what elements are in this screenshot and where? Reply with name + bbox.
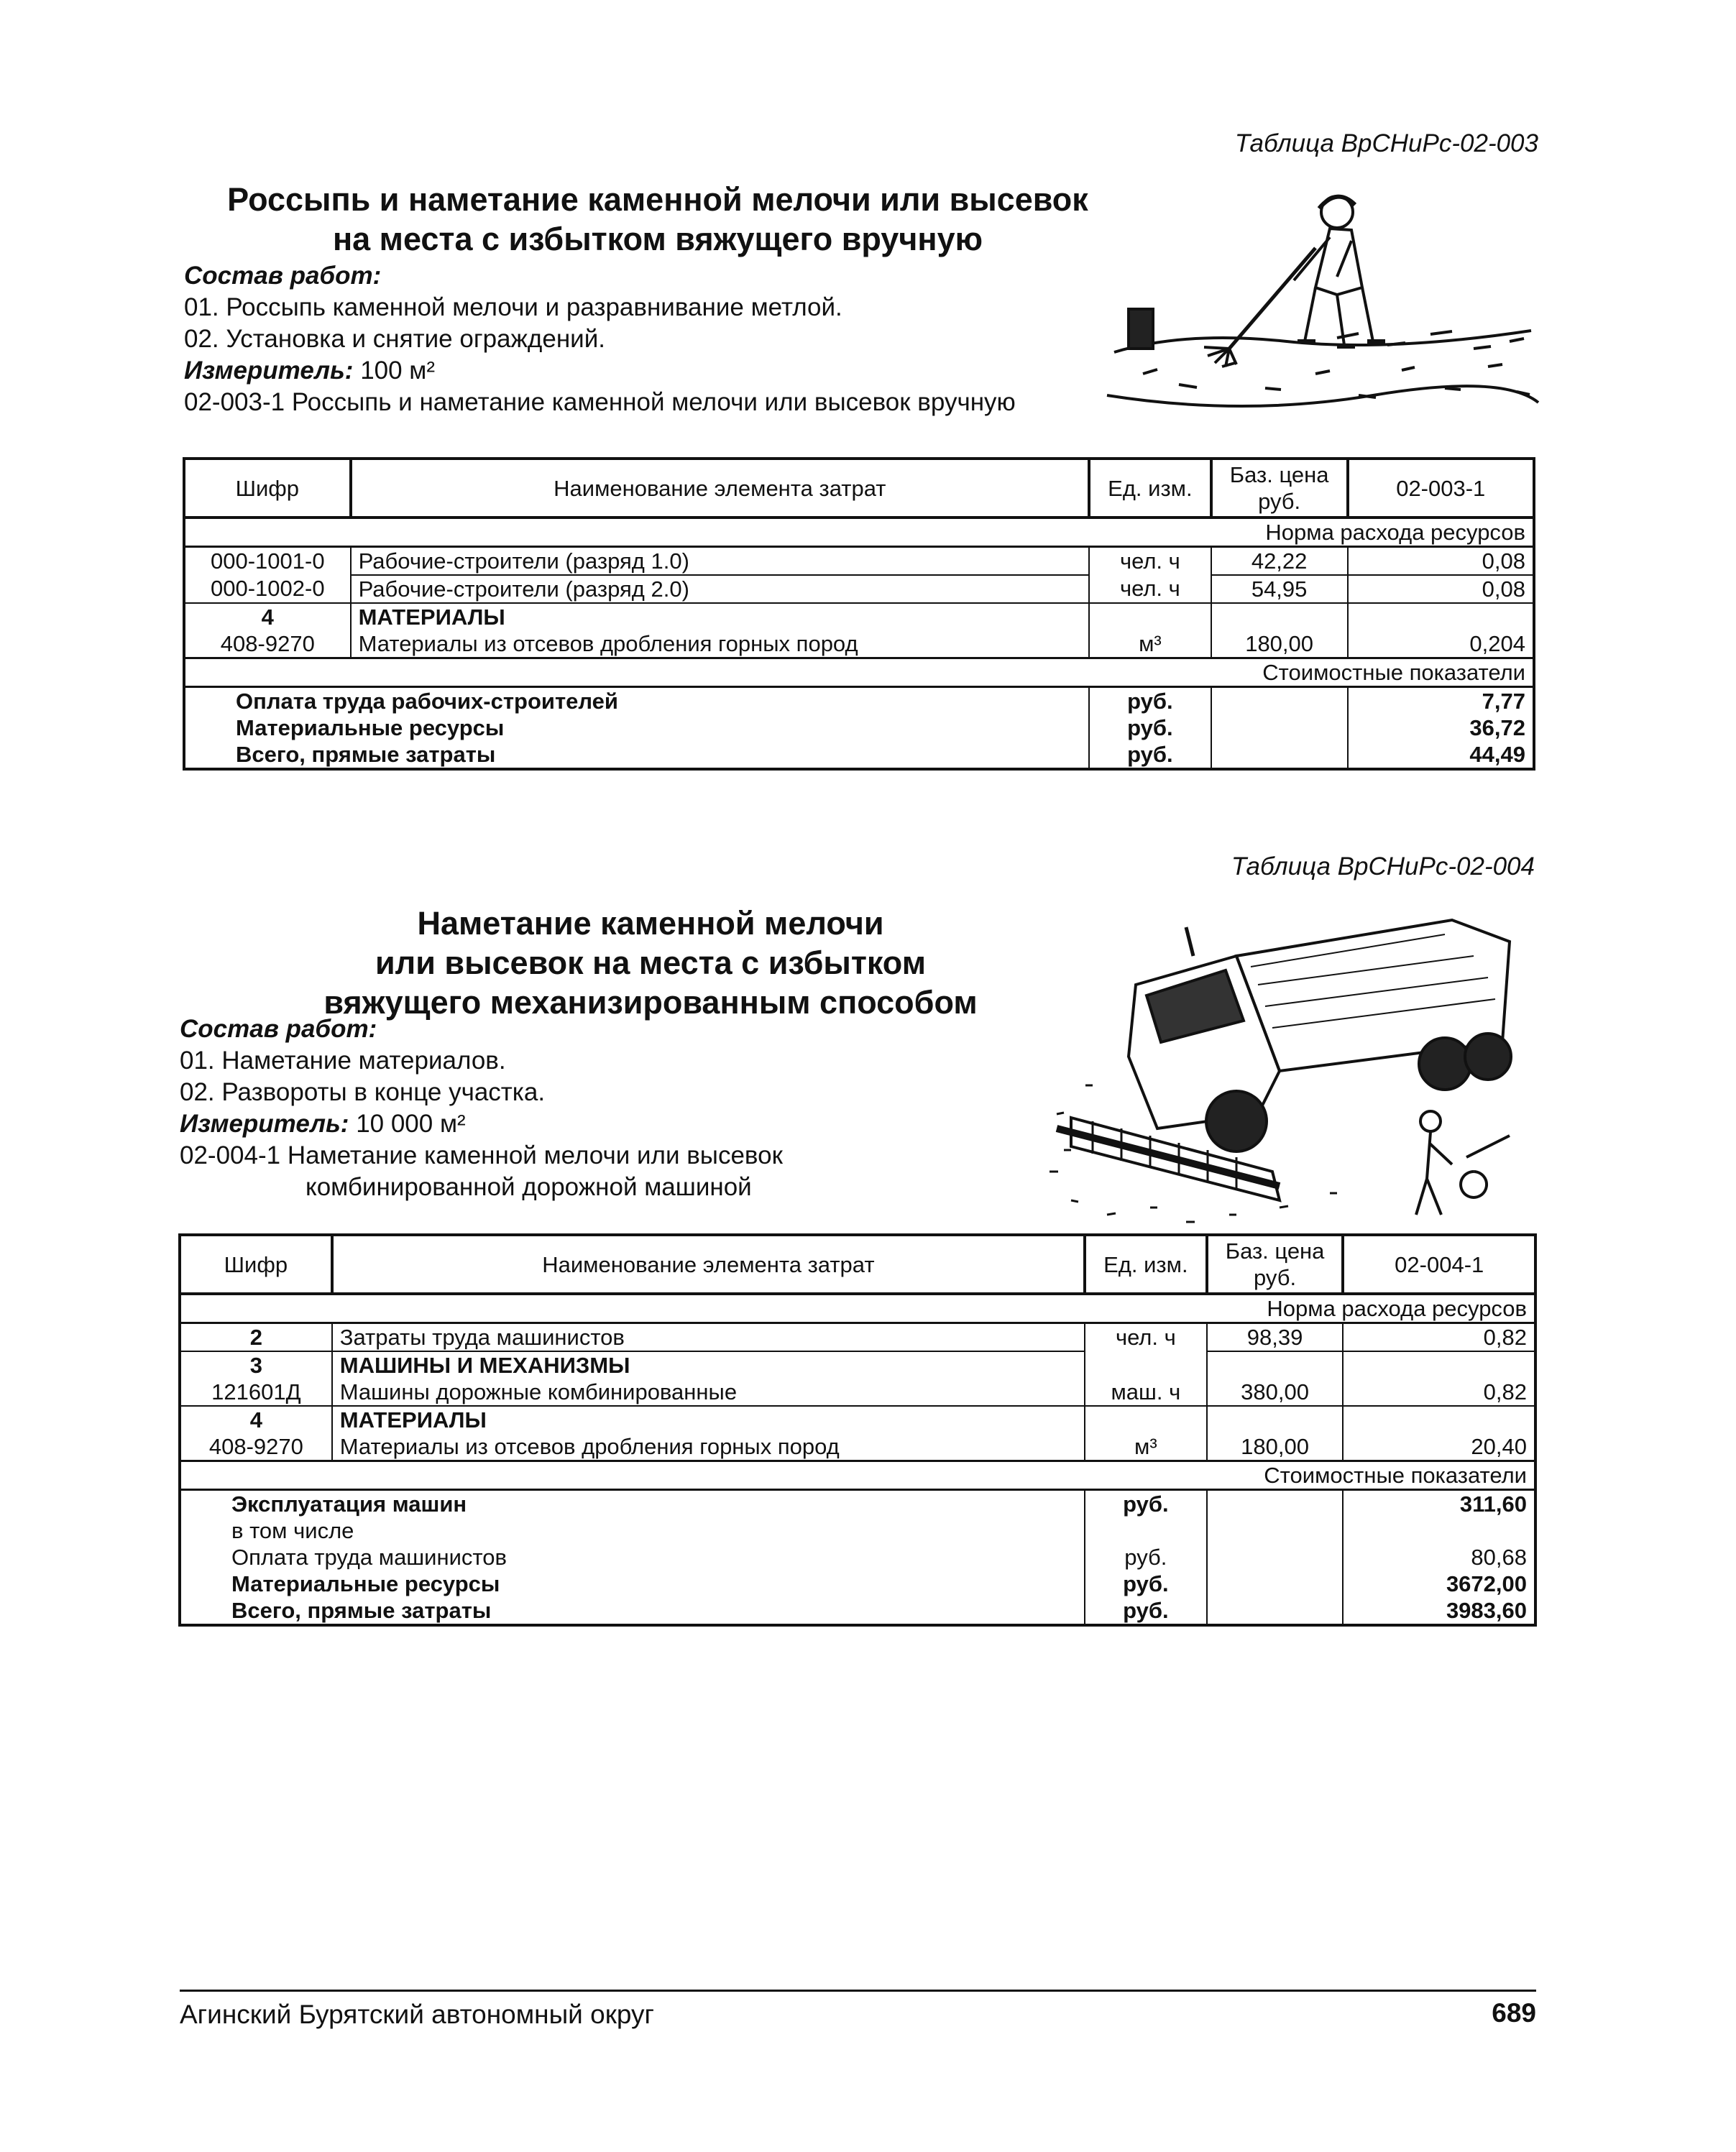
- row-price: 380,00: [1207, 1379, 1344, 1406]
- worker-sweeping-drawing: [1100, 180, 1546, 424]
- summary-unit: [1085, 1517, 1207, 1544]
- row-name: МАТЕРИАЛЫ: [332, 1406, 1085, 1433]
- row-name: Рабочие-строители (разряд 2.0): [351, 575, 1089, 603]
- road-machine-drawing: [1042, 898, 1546, 1229]
- row-price: 42,22: [1211, 547, 1348, 576]
- row-code: 4: [184, 603, 351, 630]
- row-name: Машины дорожные комбинированные: [332, 1379, 1085, 1406]
- row-norm: [1348, 603, 1535, 630]
- row-name: Материалы из отсевов дробления горных пород: [351, 630, 1089, 658]
- summary-unit: руб.: [1085, 1597, 1207, 1625]
- row-code: 2: [180, 1323, 332, 1352]
- work-item: 02. Установка и снятие ограждений.: [184, 325, 605, 353]
- summary-row: [184, 687, 1534, 715]
- illustration-worker-sweeping: [1100, 180, 1546, 424]
- table-row: [184, 575, 1534, 603]
- row-price: 98,39: [1207, 1323, 1344, 1352]
- meter-value: 100 м²: [360, 357, 436, 385]
- row-price: [1211, 603, 1348, 630]
- meter-line: [180, 1108, 783, 1140]
- row-unit: [1085, 1406, 1207, 1433]
- row-price: 180,00: [1211, 630, 1348, 658]
- work-composition-1: [184, 260, 1016, 418]
- section-title-1: [173, 180, 1143, 259]
- band-norm: Норма расхода ресурсов: [180, 1294, 1535, 1323]
- table-row: [180, 1433, 1535, 1461]
- work-label: Состав работ:: [184, 262, 382, 290]
- row-name: МАШИНЫ И МЕХАНИЗМЫ: [332, 1351, 1085, 1379]
- work-item: 01. Россыпь каменной мелочи и разравнивание метлой.: [184, 293, 842, 321]
- illustration-road-machine: [1042, 898, 1546, 1229]
- footer-divider: [180, 1990, 1536, 1992]
- footer-region: Агинский Бурятский автономный округ: [180, 2000, 655, 2029]
- row-unit: маш. ч: [1085, 1379, 1207, 1406]
- header-unit: Ед. изм.: [1089, 459, 1211, 518]
- row-price: 54,95: [1211, 575, 1348, 603]
- work-item: 02. Развороты в конце участка.: [180, 1078, 546, 1106]
- meter-value: 10 000 м²: [356, 1110, 466, 1138]
- summary-row: [184, 741, 1534, 769]
- summary-unit: руб.: [1089, 687, 1211, 715]
- summary-name: Материальные ресурсы: [184, 714, 1089, 741]
- header-name: Наименование элемента затрат: [332, 1235, 1085, 1294]
- row-unit: чел. ч: [1089, 547, 1211, 576]
- item-line: 02-003-1 Россыпь и наметание каменной мелочи или высевок вручную: [184, 388, 1016, 416]
- row-name: Рабочие-строители (разряд 1.0): [351, 547, 1089, 576]
- header-price: Баз. цена руб.: [1211, 459, 1348, 518]
- summary-value: 7,77: [1348, 687, 1535, 715]
- summary-unit: руб.: [1085, 1571, 1207, 1597]
- cost-table-2: [178, 1233, 1537, 1627]
- summary-name: Всего, прямые затраты: [184, 741, 1089, 769]
- meter-line: [184, 355, 1016, 387]
- section-title-2: [273, 903, 1028, 1022]
- row-unit: чел. ч: [1085, 1323, 1207, 1352]
- summary-empty-cell: [1207, 1517, 1344, 1544]
- summary-value: 3983,60: [1343, 1597, 1535, 1625]
- summary-empty-cell: [1207, 1571, 1344, 1597]
- row-norm: [1343, 1406, 1535, 1433]
- summary-row: [180, 1490, 1535, 1518]
- row-code: 4: [180, 1406, 332, 1433]
- summary-unit: руб.: [1089, 741, 1211, 769]
- row-norm: 0,204: [1348, 630, 1535, 658]
- table-caption-1: Таблица ВрСНиРс-02-003: [1234, 129, 1538, 157]
- summary-row: [180, 1597, 1535, 1625]
- row-code: 408-9270: [184, 630, 351, 658]
- table-row: [180, 1379, 1535, 1406]
- table-row: [184, 630, 1534, 658]
- item-line: 02-004-1 Наметание каменной мелочи или высевок: [180, 1141, 783, 1169]
- summary-row: [184, 714, 1534, 741]
- summary-value: 36,72: [1348, 714, 1535, 741]
- summary-empty-cell: [1211, 714, 1348, 741]
- summary-unit: руб.: [1085, 1544, 1207, 1571]
- header-unit: Ед. изм.: [1085, 1235, 1207, 1294]
- table-row: [180, 1351, 1535, 1379]
- section-title-1-line-1: Россыпь и наметание каменной мелочи или высевок: [227, 181, 1088, 218]
- summary-name: Эксплуатация машин: [180, 1490, 1085, 1518]
- header-code: Шифр: [184, 459, 351, 518]
- meter-label: Измеритель:: [184, 357, 354, 385]
- summary-value: 80,68: [1343, 1544, 1535, 1571]
- header-price: Баз. цена руб.: [1207, 1235, 1344, 1294]
- band-cost: Стоимостные показатели: [180, 1461, 1535, 1490]
- table-row: [180, 1323, 1535, 1352]
- row-unit: [1085, 1351, 1207, 1379]
- row-code: 3: [180, 1351, 332, 1379]
- summary-value: 311,60: [1343, 1490, 1535, 1518]
- row-norm: 0,08: [1348, 575, 1535, 603]
- item-line-continued: комбинированной дорожной машиной: [306, 1173, 752, 1201]
- header-norm: 02-003-1: [1348, 459, 1535, 518]
- row-code: 000-1001-0: [184, 547, 351, 576]
- row-unit: м³: [1085, 1433, 1207, 1461]
- summary-name: Оплата труда рабочих-строителей: [184, 687, 1089, 715]
- row-unit: чел. ч: [1089, 575, 1211, 603]
- section-title-2-line-3: вяжущего механизированным способом: [323, 984, 978, 1021]
- row-name: Материалы из отсевов дробления горных пород: [332, 1433, 1085, 1461]
- summary-value: [1343, 1517, 1535, 1544]
- band-cost: Стоимостные показатели: [184, 658, 1534, 687]
- summary-name: Материальные ресурсы: [180, 1571, 1085, 1597]
- summary-unit: руб.: [1089, 714, 1211, 741]
- row-price: 180,00: [1207, 1433, 1344, 1461]
- summary-value: 3672,00: [1343, 1571, 1535, 1597]
- section-title-1-line-2: на места с избытком вяжущего вручную: [332, 221, 983, 257]
- section-title-2-line-2: или высевок на места с избытком: [375, 944, 926, 981]
- work-item: 01. Наметание материалов.: [180, 1047, 506, 1075]
- summary-empty-cell: [1211, 687, 1348, 715]
- header-name: Наименование элемента затрат: [351, 459, 1089, 518]
- summary-empty-cell: [1207, 1597, 1344, 1625]
- work-composition-2: [180, 1013, 783, 1203]
- table-row: [184, 603, 1534, 630]
- row-price: [1207, 1406, 1344, 1433]
- work-label: Состав работ:: [180, 1015, 377, 1043]
- summary-empty-cell: [1211, 741, 1348, 769]
- row-price: [1207, 1351, 1344, 1379]
- summary-row: [180, 1517, 1535, 1544]
- table-caption-2: Таблица ВрСНиРс-02-004: [1231, 852, 1535, 880]
- page-number: 689: [1492, 1998, 1536, 2028]
- row-name: МАТЕРИАЛЫ: [351, 603, 1089, 630]
- row-code: 000-1002-0: [184, 575, 351, 603]
- summary-name: в том числе: [180, 1517, 1085, 1544]
- summary-row: [180, 1571, 1535, 1597]
- row-code: 408-9270: [180, 1433, 332, 1461]
- row-norm: 0,82: [1343, 1323, 1535, 1352]
- row-norm: 20,40: [1343, 1433, 1535, 1461]
- row-norm: 0,82: [1343, 1379, 1535, 1406]
- summary-row: [180, 1544, 1535, 1571]
- meter-label: Измеритель:: [180, 1110, 349, 1138]
- summary-unit: руб.: [1085, 1490, 1207, 1518]
- header-norm: 02-004-1: [1343, 1235, 1535, 1294]
- row-norm: [1343, 1351, 1535, 1379]
- row-unit: [1089, 603, 1211, 630]
- header-code: Шифр: [180, 1235, 332, 1294]
- row-code: 121601Д: [180, 1379, 332, 1406]
- row-name: Затраты труда машинистов: [332, 1323, 1085, 1352]
- summary-name: Оплата труда машинистов: [180, 1544, 1085, 1571]
- row-norm: 0,08: [1348, 547, 1535, 576]
- cost-table-1: [183, 457, 1535, 771]
- summary-empty-cell: [1207, 1490, 1344, 1518]
- row-unit: м³: [1089, 630, 1211, 658]
- summary-name: Всего, прямые затраты: [180, 1597, 1085, 1625]
- table-row: [184, 547, 1534, 576]
- summary-value: 44,49: [1348, 741, 1535, 769]
- section-title-2-line-1: Наметание каменной мелочи: [417, 905, 884, 942]
- table-row: [180, 1406, 1535, 1433]
- band-norm: Норма расхода ресурсов: [184, 518, 1534, 547]
- summary-empty-cell: [1207, 1544, 1344, 1571]
